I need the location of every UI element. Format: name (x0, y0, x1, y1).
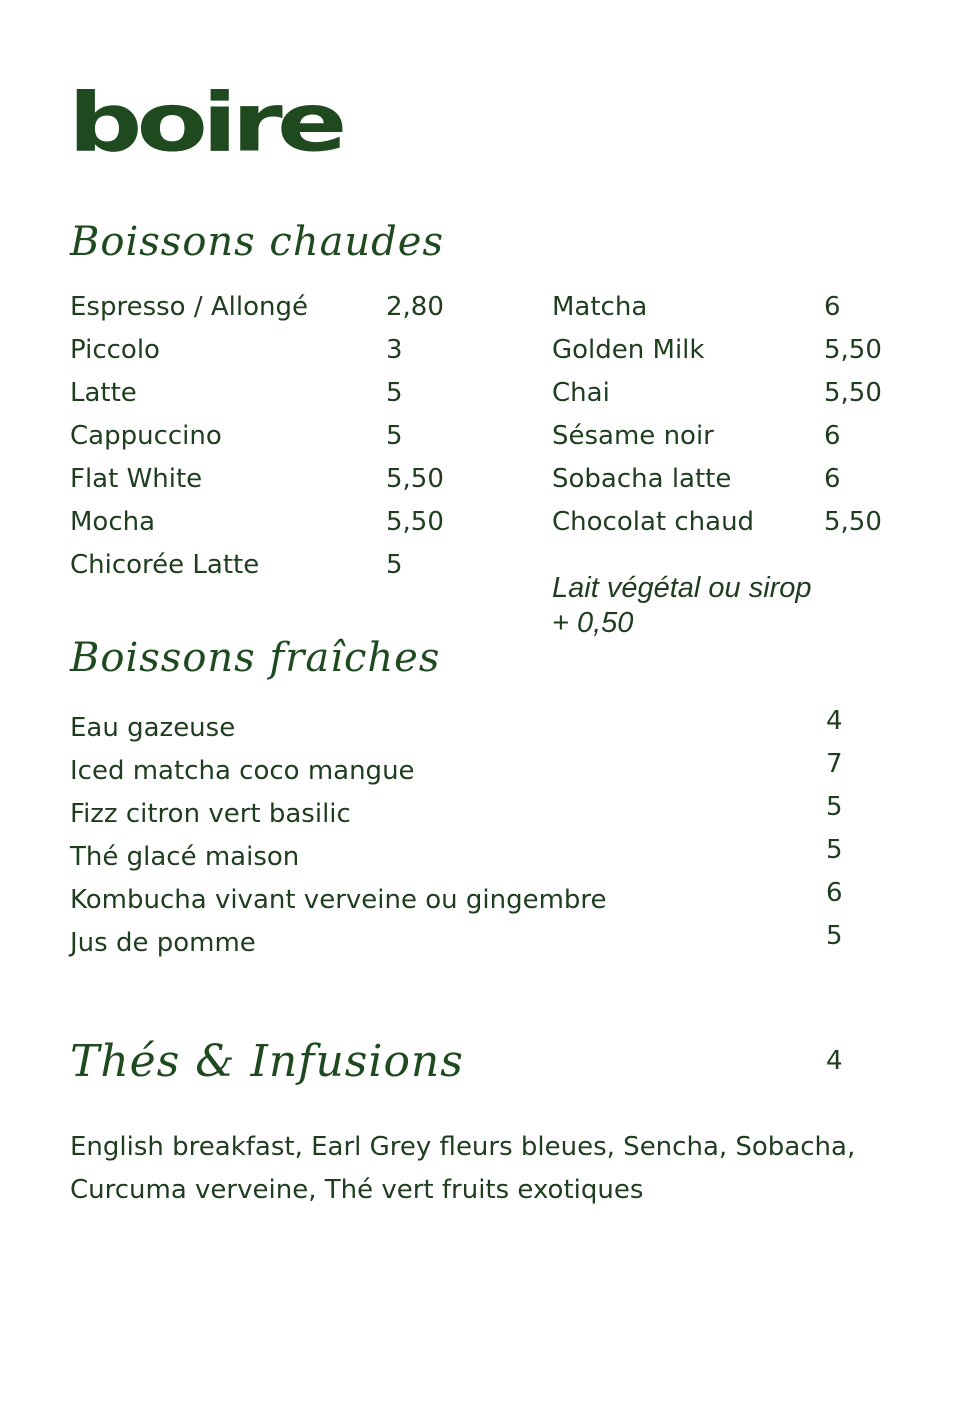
item-name: Matcha (552, 292, 648, 322)
item-name: Mocha (70, 507, 156, 537)
item-price: 6 (826, 878, 843, 908)
list-item (70, 372, 490, 415)
list-item (70, 544, 490, 587)
item-name: Espresso / Allongé (70, 292, 308, 322)
section-title-hot: Boissons chaudes (70, 219, 444, 265)
item-price: 5 (826, 921, 843, 951)
list-item (552, 501, 912, 544)
list-item (552, 458, 912, 501)
tea-description-line: English breakfast, Earl Grey fleurs bleues, Sencha, Sobacha, (70, 1132, 856, 1162)
list-item (70, 836, 770, 879)
hot-list-left (70, 286, 490, 587)
list-item (70, 501, 490, 544)
item-price: 5 (826, 835, 843, 865)
item-price: 4 (826, 706, 843, 736)
section-title-cold: Boissons fraîches (70, 635, 441, 681)
item-name: Sésame noir (552, 421, 714, 451)
section-title-teas: Thés & Infusions (70, 1036, 464, 1087)
extras-note-line: Lait végétal ou sirop (552, 572, 812, 604)
item-name: Flat White (70, 464, 203, 494)
page-title: boire (68, 74, 342, 171)
extras-note-price: + 0,50 (552, 607, 634, 639)
list-item (70, 793, 770, 836)
list-item (552, 372, 912, 415)
item-name: Piccolo (70, 335, 160, 365)
item-price: 5 (386, 378, 403, 408)
item-price: 5,50 (824, 335, 882, 365)
item-name: Thé glacé maison (70, 842, 300, 872)
list-item (70, 750, 770, 793)
item-price: 6 (824, 421, 841, 451)
tea-description (70, 1126, 890, 1212)
hot-list-right (552, 286, 912, 544)
item-price: 3 (386, 335, 403, 365)
item-price: 5,50 (386, 464, 444, 494)
list-item (70, 415, 490, 458)
item-price: 5 (386, 550, 403, 580)
item-price: 5,50 (824, 378, 882, 408)
item-price: 5 (386, 421, 403, 451)
list-item (552, 329, 912, 372)
item-name: Golden Milk (552, 335, 705, 365)
item-price: 6 (824, 292, 841, 322)
item-price: 5,50 (386, 507, 444, 537)
item-name: Chocolat chaud (552, 507, 755, 537)
item-price: 7 (826, 749, 843, 779)
list-item (70, 329, 490, 372)
item-name: Iced matcha coco mangue (70, 756, 415, 786)
tea-description-line: Curcuma verveine, Thé vert fruits exotiques (70, 1175, 644, 1205)
item-price: 6 (824, 464, 841, 494)
cold-price-column (826, 700, 843, 958)
item-name: Latte (70, 378, 137, 408)
list-item (70, 922, 770, 965)
item-price: 5,50 (824, 507, 882, 537)
list-item (70, 707, 770, 750)
item-name: Jus de pomme (70, 928, 256, 958)
item-name: Chai (552, 378, 610, 408)
list-item (70, 879, 770, 922)
item-name: Cappuccino (70, 421, 222, 451)
cold-list (70, 707, 770, 965)
item-price: 5 (826, 792, 843, 822)
list-item (70, 286, 490, 329)
list-item (70, 458, 490, 501)
item-price: 2,80 (386, 292, 444, 322)
item-name: Chicorée Latte (70, 550, 260, 580)
item-name: Eau gazeuse (70, 713, 236, 743)
item-name: Fizz citron vert basilic (70, 799, 351, 829)
extras-note (552, 571, 872, 641)
item-name: Kombucha vivant verveine ou gingembre (70, 885, 607, 915)
tea-price: 4 (826, 1046, 843, 1076)
list-item (552, 415, 912, 458)
item-name: Sobacha latte (552, 464, 732, 494)
list-item (552, 286, 912, 329)
